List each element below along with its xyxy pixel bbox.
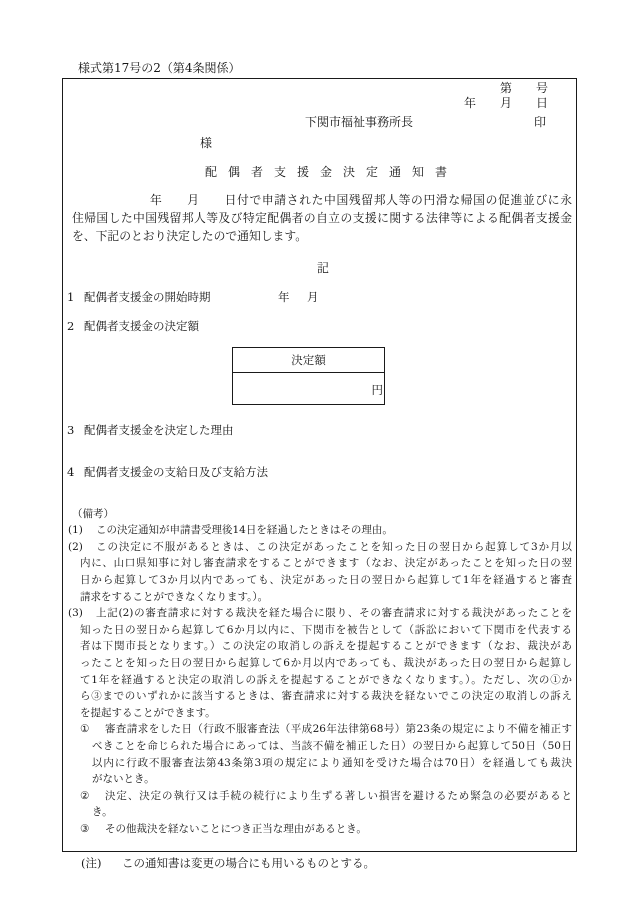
remark-text: を提起することができます。 — [80, 706, 216, 719]
remark-3-sub-1-line — [0, 721, 630, 738]
remark-marker: (1) — [68, 524, 83, 537]
item-label: 配偶者支援金の決定額 — [84, 319, 199, 333]
subitem-marker: ② — [80, 789, 90, 802]
document-number: 第 号 — [499, 81, 548, 95]
item-label: 配偶者支援金の支給日及び支給方法 — [84, 465, 268, 479]
remarks-heading: （備考） — [72, 507, 114, 520]
amount-unit: 円 — [371, 383, 383, 397]
notice-line: を、下記のとおり決定したので通知します。 — [72, 229, 307, 243]
addressee-suffix: 様 — [200, 136, 213, 150]
subitem-text: その他裁決を経ないことにつき正当な理由があるとき。 — [105, 822, 367, 835]
remark-text: 内に、山口県知事に対し審査請求をすることができます（なお、決定があったことを知った日の翌 — [80, 557, 572, 570]
remark-3-line — [0, 622, 630, 639]
remark-text: て1年を経過すると決定の取消しの訴えを提起することができなくなります。）。ただし、次の①か — [80, 673, 572, 686]
item-label: 配偶者支援金の開始時期 — [84, 290, 211, 304]
remark-3-line — [0, 638, 630, 655]
amount-table — [232, 347, 385, 405]
remark-3-sub-2-line — [0, 788, 630, 805]
year-label: 年 — [278, 290, 290, 304]
remark-3-sub-1-line — [0, 738, 630, 755]
item-number: 1 — [67, 290, 75, 304]
form-number: 様式第17号の2（第4条関係） — [78, 61, 241, 75]
amount-table-header: 決定額 — [233, 348, 384, 373]
remark-text: この決定に不服があるときは、この決定があったことを知った日の翌日から起算して3か月以 — [96, 540, 572, 553]
remark-3-sub-1-line — [0, 771, 630, 788]
subitem-text: 決定、決定の執行又は手続の続行により生ずる著しい損害を避けるため緊急の必要があると — [105, 789, 572, 802]
subitem-marker: ③ — [80, 822, 90, 835]
remark-3-line — [0, 655, 630, 672]
remark-marker: (2) — [68, 540, 83, 553]
remark-3-sub-1-line — [0, 755, 630, 772]
remark-2-line — [0, 539, 630, 556]
item-number: 3 — [67, 423, 75, 437]
notice-line: 年 月 日付で申請された中国残留邦人等の円滑な帰国の促進並びに永 — [150, 193, 572, 207]
month-label: 月 — [307, 290, 319, 304]
remarks-section — [0, 506, 630, 838]
remark-3-line — [0, 672, 630, 689]
remark-2-line — [0, 572, 630, 589]
ki-heading: 記 — [317, 261, 330, 275]
remark-3-sub-3-line — [0, 821, 630, 838]
footnote-text: この通知書は変更の場合にも用いるものとする。 — [122, 856, 375, 870]
subitem-text: がないとき。 — [92, 773, 155, 786]
remark-marker: (3) — [68, 607, 83, 620]
issuer-name: 下関市福祉事務所長 — [305, 115, 414, 129]
remark-3-line — [0, 688, 630, 705]
footnote-marker: (注) — [81, 856, 102, 870]
subitem-text: べきことを命じられた場合にあっては、当該不備を補正した日）の翌日から起算して50日（50日 — [92, 740, 572, 752]
remark-1-line — [0, 522, 630, 539]
remark-text: 請求をすることができなくなります。）。 — [80, 590, 269, 603]
item-label: 配偶者支援金を決定した理由 — [84, 423, 234, 437]
notice-line: 住帰国した中国残留邦人等及び特定配偶者の自立の支援に関する法律等による配偶者支援金 — [72, 211, 572, 225]
remarks-heading-line — [0, 506, 630, 523]
seal-mark: 印 — [534, 115, 547, 129]
remark-text: 日から起算して3か月以内であっても、決定があった日の翌日から起算して1年を経過すると審査 — [80, 574, 572, 587]
item-number: 4 — [67, 465, 75, 479]
subitem-text: 以内に行政不服審査法第43条第3項の規定により通知を受けた場合は70日）を経過しても裁決 — [92, 756, 572, 769]
subitem-marker: ① — [80, 723, 90, 736]
item-number: 2 — [67, 319, 75, 333]
remark-text: 知った日の翌日から起算して6か月以内に、下関市を被告として（訴訟において下関市を代表する — [80, 623, 572, 636]
remark-2-line — [0, 589, 630, 606]
document-title: 配偶者支援金決定通知書 — [205, 165, 459, 179]
remark-text: 上記(2)の審査請求に対する裁決を経た場合に限り、その審査請求に対する裁決があったことを — [96, 607, 572, 620]
issue-date: 年 月 日 — [463, 96, 548, 110]
subitem-text: 審査請求をした日（行政不服審査法（平成26年法律第68号）第23条の規定により不備を補正す — [105, 723, 572, 736]
remark-text: この決定通知が申請書受理後14日を経過したときはその理由。 — [96, 524, 393, 537]
remark-2-line — [0, 555, 630, 572]
subitem-text: き。 — [92, 806, 113, 819]
remark-text: 者は下関市長となります。）この決定の取消しの訴えを提起することができます（なお、裁決があ — [80, 640, 572, 653]
remark-3-line — [0, 705, 630, 722]
remark-text: ったことを知った日の翌日から起算して6か月以内であっても、裁決があった日の翌日から起算し — [80, 657, 572, 670]
remark-3-line — [0, 605, 630, 622]
remark-text: ら③までのいずれかに該当するときは、審査請求に対する裁決を経ないでこの決定の取消しの訴え — [80, 690, 572, 703]
remark-3-sub-2-line — [0, 804, 630, 821]
